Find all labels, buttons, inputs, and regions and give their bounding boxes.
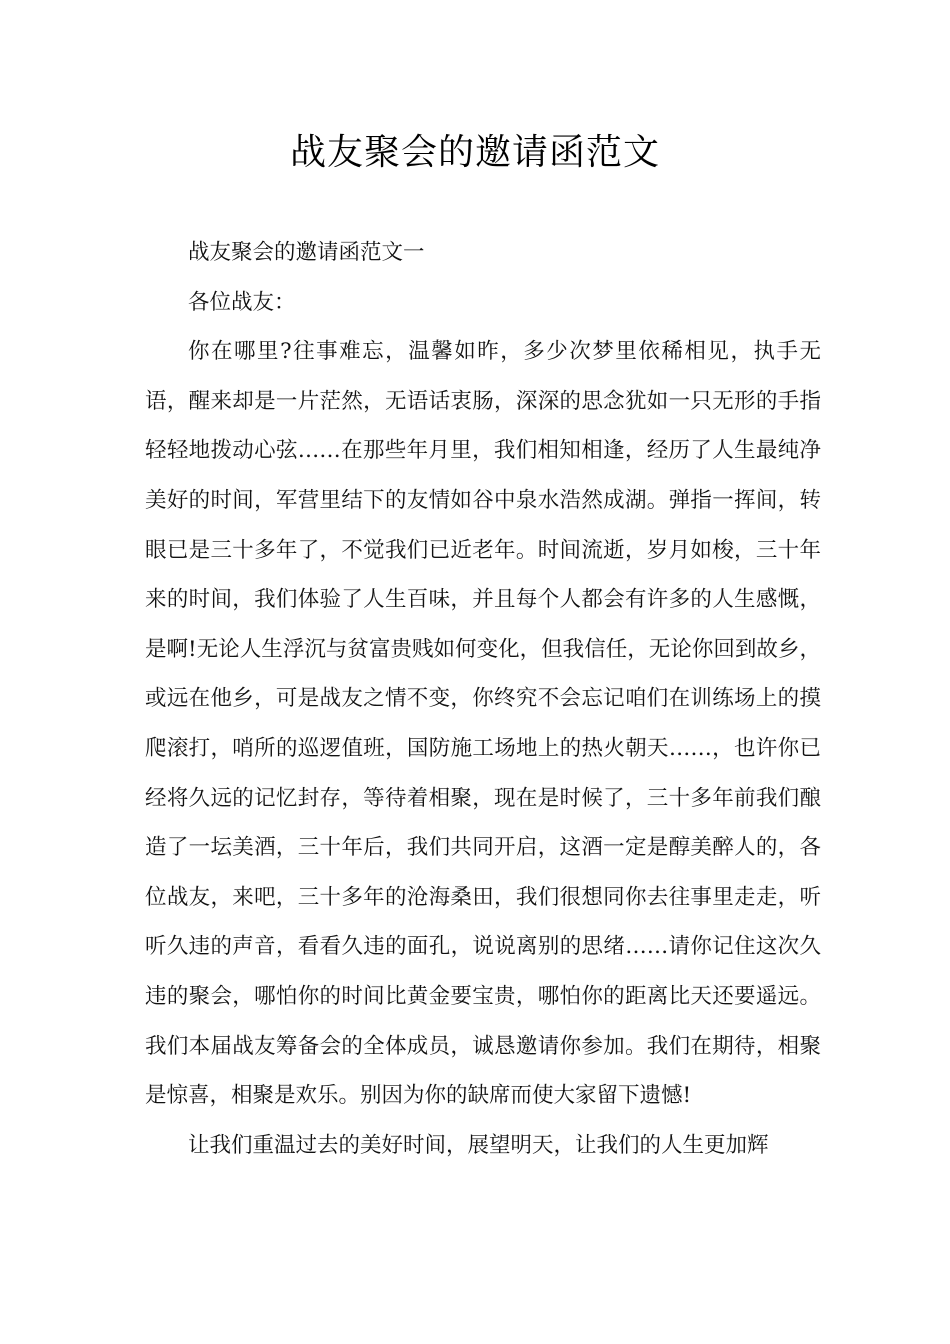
document-body xyxy=(145,228,821,1170)
body-paragraph: 你在哪里?往事难忘，温馨如昨，多少次梦里依稀相见，执手无语，醒来却是一片茫然，无语话衷肠，深深的思念犹如一只无形的手指轻轻地拨动心弦……在那些年月里，我们相知相逢，经历了人生最纯净美好的时间，军营里结下的友情如谷中泉水浩然成湖。弹指一挥间，转眼已是三十多年了，不觉我们已近老年。时间流逝，岁月如梭，三十年来的时间，我们体验了人生百味，并且每个人都会有许多的人生感慨，是啊!无论人生浮沉与贫富贵贱如何变化，但我信任，无论你回到故乡，或远在他乡，可是战友之情不变，你终究不会忘记咱们在训练场上的摸爬滚打，哨所的巡逻值班，国防施工场地上的热火朝天……，也许你已经将久远的记忆封存，等待着相聚，现在是时候了，三十多年前我们酿造了一坛美酒，三十年后，我们共同开启，这酒一定是醇美醉人的，各位战友，来吧，三十多年的沧海桑田，我们很想同你去往事里走走，听听久违的声音，看看久违的面孔，说说离别的思绪……请你记住这次久违的聚会，哪怕你的时间比黄金要宝贵，哪怕你的距离比天还要遥远。我们本届战友筹备会的全体成员，诚恳邀请你参加。我们在期待，相聚是惊喜，相聚是欢乐。别因为你的缺席而使大家留下遗憾! xyxy=(145,339,821,1109)
body-paragraph: 让我们重温过去的美好时间，展望明天，让我们的人生更加辉 xyxy=(188,1132,769,1158)
salutation: 各位战友： xyxy=(188,289,296,315)
section-heading: 战友聚会的邀请函范文一 xyxy=(188,240,425,265)
document-title: 战友聚会的邀请函范文 xyxy=(289,132,660,173)
